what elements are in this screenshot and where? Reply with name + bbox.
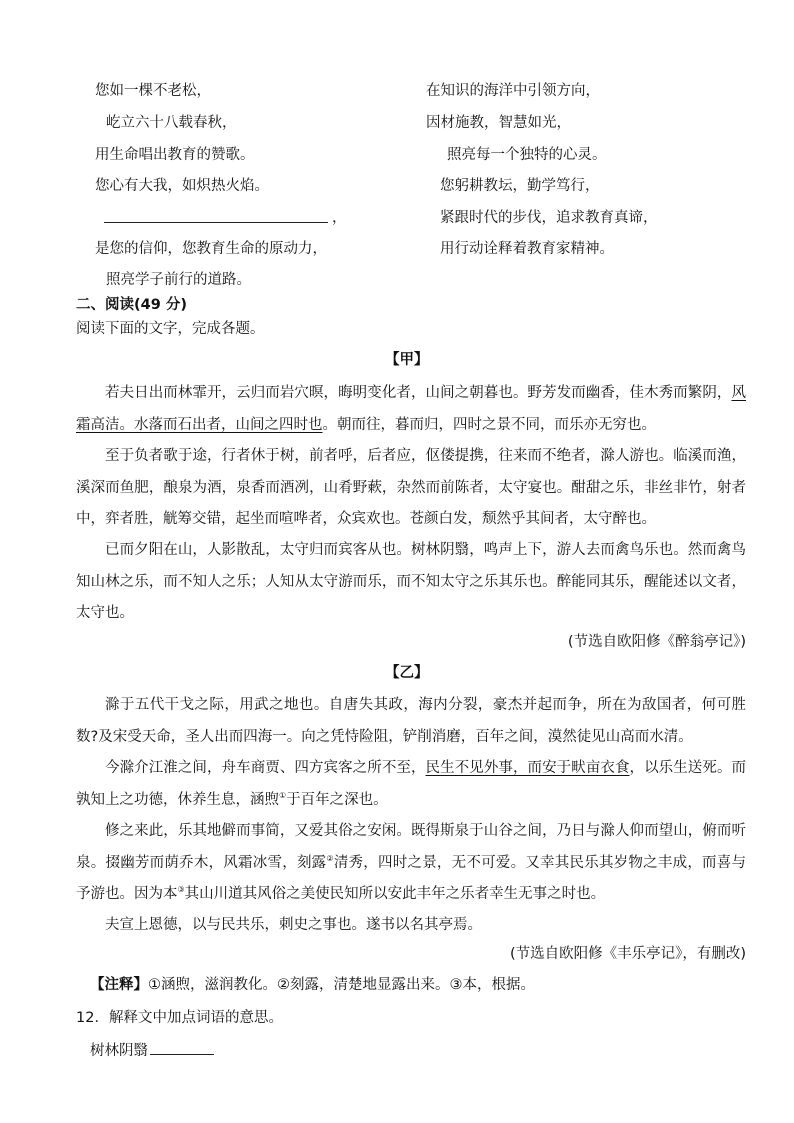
yi-p2-text-end: 于百年之深也。 <box>286 791 388 808</box>
poem-right-line-2: 因材施教，智慧如光， <box>426 115 571 131</box>
fill-in-blank[interactable] <box>104 222 328 223</box>
yi-p2-underline: 民生不见外事，而安于畎亩衣食 <box>425 760 630 776</box>
passage-jia-source: (节选自欧阳修《醉翁亭记》) <box>567 634 746 650</box>
passage-jia-paragraph-3: 已而夕阳在山，人影散乱，太守归而宾客从也。树林阴翳，鸣声上下，游人去而禽鸟乐也。然而禽鸟知山林之乐，而不知人之乐；人知从太守游而乐，而不知太守之乐其乐也。醉能同其乐，醒能述以文者，太守也。 <box>76 542 746 621</box>
section-heading: 二、阅读(49 分) <box>76 297 187 313</box>
jia-p1-text: 若夫日出而林霏开，云归而岩穴暝，晦明变化者，山间之朝暮也。野芳发而幽香，佳木秀而繁阴， <box>105 385 732 401</box>
yi-p2-text-mid: ，以乐生送死。而孰知上之功德，休养生息，涵煦 <box>76 760 747 808</box>
poem-right-line-4: 您躬耕教坛，勤学笃行， <box>440 178 600 194</box>
poem-left-line-1: 您如一棵不老松， <box>95 83 211 99</box>
poem-right-line-1: 在知识的海洋中引领方向， <box>426 83 600 99</box>
jia-p1-underline-1: 风霜高洁。 <box>76 385 746 433</box>
question-12-stem: 12．解释文中加点词语的意思。 <box>76 1010 283 1026</box>
section-instruction: 阅读下面的文字，完成各题。 <box>76 321 265 337</box>
passage-jia-paragraph-1 <box>76 378 746 441</box>
answer-blank[interactable] <box>150 1040 214 1055</box>
passage-jia-title: 【甲】 <box>385 352 429 368</box>
poem-left-line-6: 是您的信仰，您教育生命的原动力， <box>95 241 327 257</box>
passage-jia-paragraph-2: 至于负者歌于途，行者休于树，前者呼，后者应，伛偻提携，往来而不绝者，滁人游也。临溪而渔，溪深而鱼肥，酿泉为酒，泉香而酒冽，山肴野蔌，杂然而前陈者，太守宴也。酣甜之乐，非丝非竹，射者中，弈者胜，觥筹交错，起坐而喧哗者，众宾欢也。苍颜白发，颓然乎其间者，太守醉也。 <box>76 448 746 527</box>
note-marker-2: ② <box>326 853 334 863</box>
poem-right-line-5: 紧跟时代的步伐，追求教育真谛， <box>440 210 658 226</box>
passage-yi-paragraph-3 <box>76 816 746 911</box>
note-marker-3: ③ <box>177 885 185 895</box>
passage-yi-title: 【乙】 <box>385 665 429 681</box>
question-item-term: 树林阴翳 <box>90 1043 148 1059</box>
passage-yi-paragraph-1: 滁于五代干戈之际，用武之地也。自唐失其政，海内分裂，豪杰并起而争，所在为敌国者，何可胜数?及宋受天命，圣人出而四海一。向之凭恃险阻，铲削消磨，百年之间，漠然徒见山高而水清。 <box>76 697 746 745</box>
jia-p1-underline-2: 水落而石出者，山间之四时也 <box>134 416 323 433</box>
notes-label: 【注释】 <box>90 977 148 993</box>
note-marker-1: ① <box>279 790 287 800</box>
passage-yi-paragraph-2 <box>76 753 746 816</box>
yi-p2-text: 今滁介江淮之间，舟车商贾、四方宾客之所不至， <box>105 760 426 776</box>
passage-yi-source: (节选自欧阳修《丰乐亭记》，有删改) <box>509 946 746 962</box>
yi-p3-text: 修之来此，乐其地僻而事简，又爱其俗之安闲。既得斯泉于山谷之间，乃日与滁人仰而望山，俯而听泉。掇幽芳而荫乔木，风霜冰雪，刻露 <box>76 823 746 871</box>
poem-left-line-3: 用生命唱出教育的赞歌。 <box>95 147 255 163</box>
poem-right-line-3: 照亮每一个独特的心灵。 <box>447 147 607 163</box>
yi-p3-text-mid: 清秀，四时之景，无不可爱。又幸其民乐其岁物之丰成，而喜与予游也。因为本 <box>76 854 747 902</box>
annotation-notes <box>90 975 535 995</box>
poem-left-line-2: 屹立六十八载春秋， <box>106 115 237 131</box>
poem-left-line-5-comma: ， <box>332 210 347 226</box>
poem-left-line-4: 您心有大我，如炽热火焰。 <box>95 178 269 194</box>
poem-right-line-6: 用行动诠释着教育家精神。 <box>440 241 614 257</box>
passage-yi-paragraph-4: 夫宣上恩德，以与民共乐，刺史之事也。遂书以名其亭焉。 <box>105 917 482 933</box>
jia-p1-text-end: 。朝而往，暮而归，四时之景不同，而乐亦无穷也。 <box>322 416 656 433</box>
yi-p3-text-end: 其山川道其风俗之美使民知所以安此丰年之乐者幸生无事之时也。 <box>184 886 606 902</box>
notes-text: ①涵煦，滋润教化。②刻露，清楚地显露出来。③本，根据。 <box>148 977 535 993</box>
question-12-item <box>90 1040 214 1061</box>
poem-left-line-7: 照亮学子前行的道路。 <box>106 272 251 288</box>
